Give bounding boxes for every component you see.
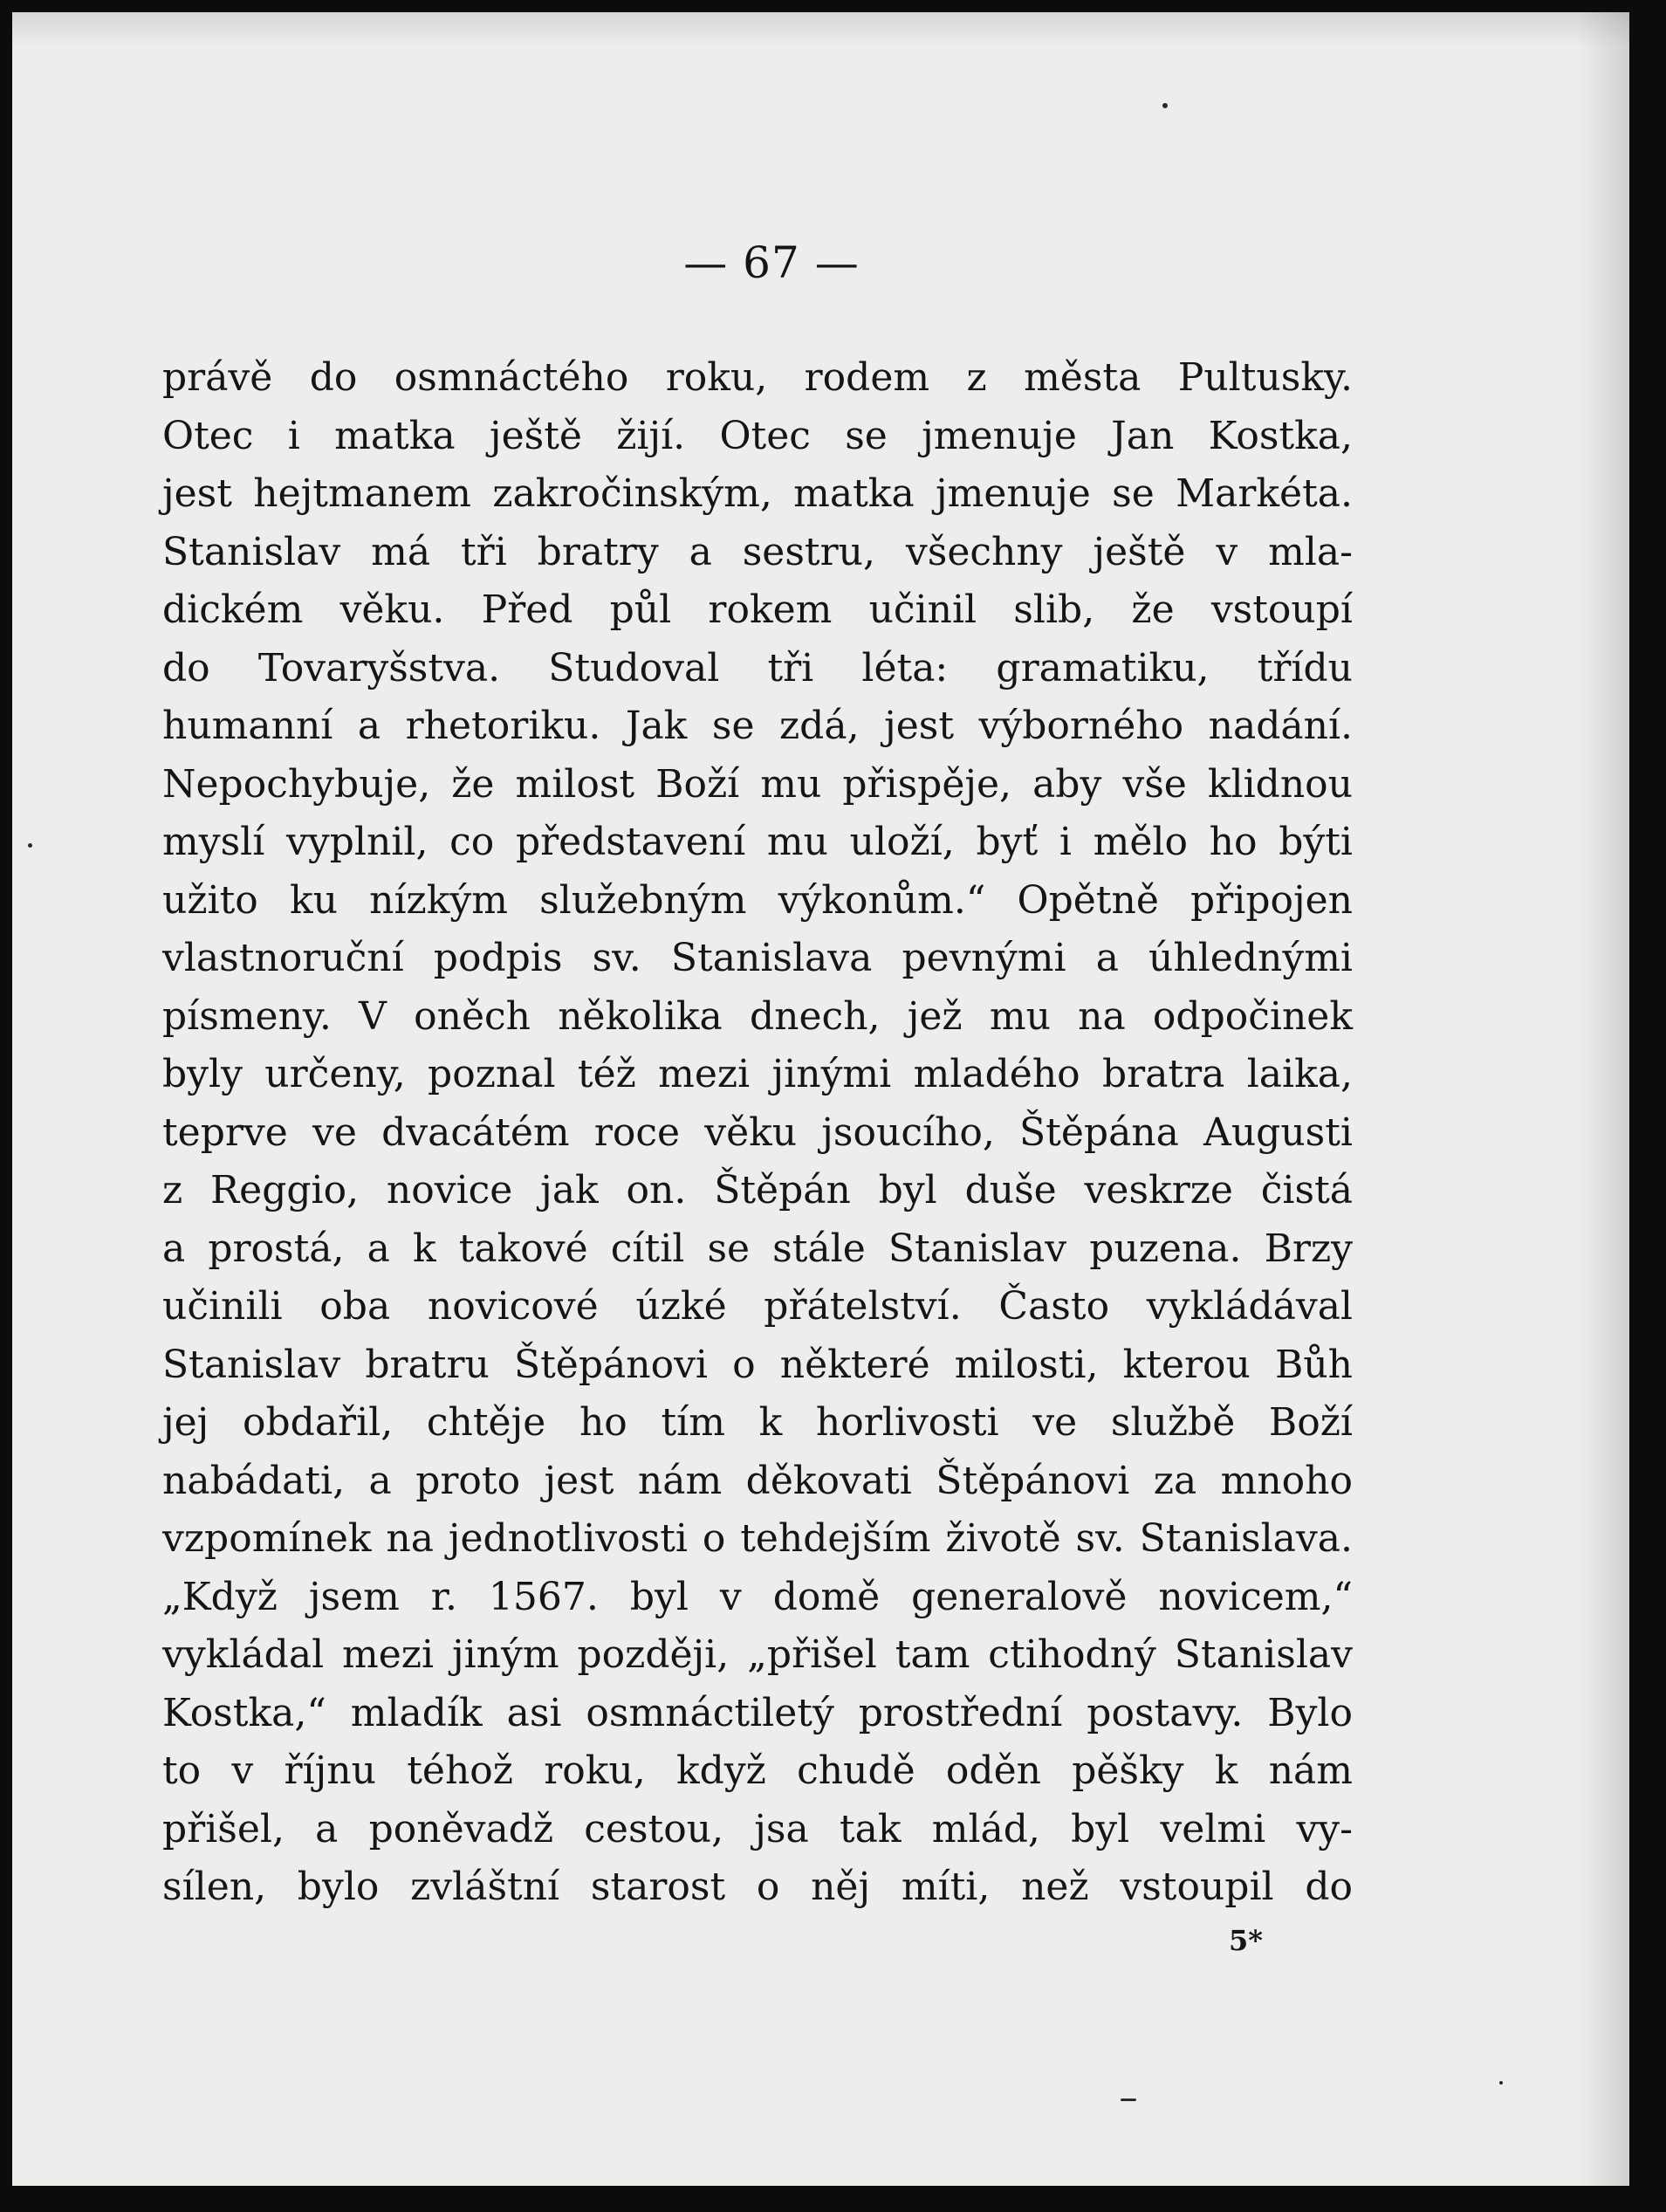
text-line: do Tovaryšstva. Studoval tři léta: gramatiku, třídu <box>162 645 1353 690</box>
text-line: dickém věku. Před půl rokem učinil slib, že vstoupí <box>162 587 1353 632</box>
text-line: Otec i matka ještě žijí. Otec se jmenuje Jan Kostka, <box>162 413 1353 458</box>
signature-mark: 5* <box>1229 1924 1263 1957</box>
text-line: vlastnoruční podpis sv. Stanislava pevnými a úhlednými <box>162 936 1353 980</box>
text-line: vykládal mezi jiným později, „přišel tam ctihodný Stanislav <box>162 1632 1353 1677</box>
dust-speck <box>1499 2081 1503 2085</box>
text-line: byly určeny, poznal též mezi jinými mladého bratra laika, <box>162 1052 1353 1096</box>
text-line: teprve ve dvacátém roce věku jsoucího, Štěpána Augusti <box>162 1109 1353 1155</box>
book-page <box>12 12 1629 2186</box>
text-line: Kostka,“ mladík asi osmnáctiletý prostřední postavy. Bylo <box>162 1690 1353 1735</box>
page-right-shadow <box>1577 12 1629 2186</box>
text-line: sílen, bylo zvláštní starost o něj míti, než vstoupil do <box>162 1865 1353 1909</box>
page-number: — 67 — <box>683 237 860 288</box>
body-text <box>162 349 1353 1917</box>
dust-speck <box>1162 103 1168 108</box>
text-line: humanní a rhetoriku. Jak se zdá, jest výborného nadání. <box>162 704 1353 748</box>
text-line: jest hejtmanem zakročinským, matka jmenuje se Markéta. <box>162 471 1353 516</box>
text-line: jej obdařil, chtěje ho tím k horlivosti ve službě Boží <box>162 1400 1353 1445</box>
text-line: Stanislav bratru Štěpánovi o některé milosti, kterou Bůh <box>162 1342 1353 1387</box>
page-top-shadow <box>12 12 1629 47</box>
text-line: a prostá, a k takové cítil se stále Stanislav puzena. Brzy <box>162 1226 1353 1271</box>
text-line: „Když jsem r. 1567. byl v domě generalově novicem,“ <box>162 1574 1353 1619</box>
text-line: právě do osmnáctého roku, rodem z města Pultusky. <box>162 355 1353 400</box>
text-line: Stanislav má tři bratry a sestru, všechny ještě v mla- <box>162 529 1353 574</box>
text-line: užito ku nízkým služebným výkonům.“ Opětně připojen <box>162 877 1353 923</box>
text-line: písmeny. V oněch několika dnech, jež mu na odpočinek <box>162 993 1353 1039</box>
text-line: myslí vyplnil, co představení mu uloží, byť i mělo ho býti <box>162 820 1353 864</box>
text-line: z Reggio, novice jak on. Štěpán byl duše veskrze čistá <box>162 1168 1353 1212</box>
text-line: přišel, a poněvadž cestou, jsa tak mlád, byl velmi vy- <box>162 1806 1353 1851</box>
dust-speck <box>1121 2099 1136 2101</box>
text-line: to v říjnu téhož roku, když chudě oděn pěšky k nám <box>162 1748 1353 1793</box>
text-line: vzpomínek na jednotlivosti o tehdejším životě sv. Stanislava. <box>162 1516 1353 1561</box>
text-line: učinili oba novicové úzké přátelství. Často vykládával <box>162 1284 1353 1329</box>
text-line: Nepochybuje, že milost Boží mu přispěje, aby vše klidnou <box>162 761 1353 807</box>
dust-speck <box>28 843 32 848</box>
text-line: nabádati, a proto jest nám děkovati Štěpánovi za mnoho <box>162 1458 1353 1503</box>
